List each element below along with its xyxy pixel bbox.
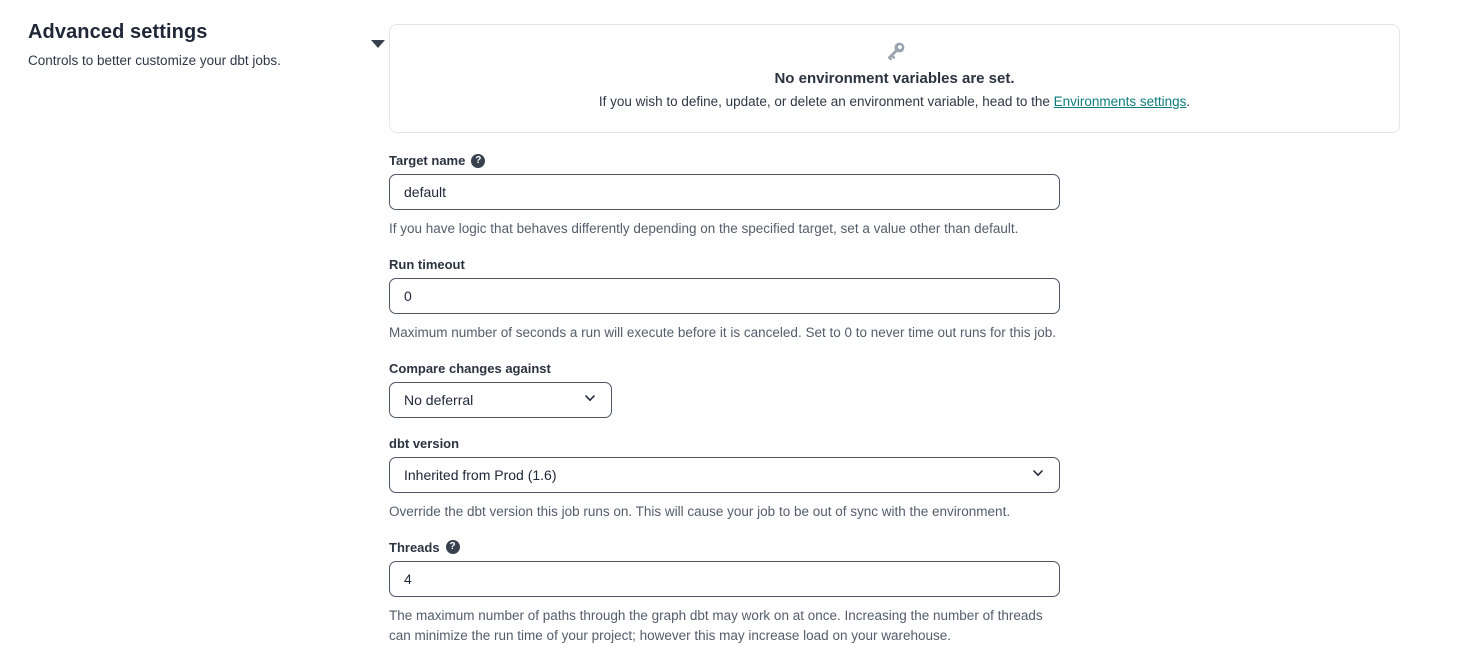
help-icon[interactable]: ?	[446, 540, 460, 554]
run-timeout-input[interactable]	[389, 278, 1060, 314]
field-threads	[389, 540, 1060, 646]
run-timeout-label	[389, 257, 1060, 272]
target-name-label	[389, 153, 1060, 168]
settings-form	[389, 0, 1400, 664]
environments-settings-link[interactable]: Environments settings	[1053, 94, 1187, 109]
dbt-version-select[interactable]	[389, 457, 1060, 493]
compare-changes-label-text: Compare changes against	[389, 360, 551, 376]
field-compare-changes	[389, 361, 1060, 418]
threads-input[interactable]	[389, 561, 1060, 597]
compare-changes-select[interactable]	[389, 382, 612, 418]
chevron-down-icon	[1031, 466, 1045, 483]
field-run-timeout	[389, 257, 1060, 343]
target-name-input[interactable]	[389, 174, 1060, 210]
dbt-version-selected-value: Inherited from Prod (1.6)	[404, 466, 557, 483]
threads-label-text: Threads	[389, 539, 440, 555]
page-subtitle: Controls to better customize your dbt jobs.	[28, 53, 281, 68]
env-card-body-prefix: If you wish to define, update, or delete an environment variable, head to the	[598, 94, 1054, 109]
chevron-down-icon	[583, 391, 597, 408]
collapse-caret-icon[interactable]	[371, 40, 385, 48]
env-card-body	[390, 94, 1399, 109]
help-icon[interactable]: ?	[471, 154, 485, 168]
section-header	[0, 0, 389, 664]
field-dbt-version	[389, 436, 1060, 522]
dbt-version-helper: Override the dbt version this job runs on. This will cause your job to be out of sync with the environment.	[389, 503, 1011, 519]
page-title: Advanced settings	[28, 21, 208, 43]
threads-helper: The maximum number of paths through the graph dbt may work on at once. Increasing the number of threads can minimize the run time of your project; however this may increase load on your warehouse.	[389, 607, 1043, 643]
key-icon	[390, 39, 1399, 65]
run-timeout-label-text: Run timeout	[389, 256, 465, 272]
dbt-version-label-text: dbt version	[389, 435, 460, 451]
env-card-title: No environment variables are set.	[774, 70, 1015, 87]
field-target-name	[389, 153, 1060, 239]
threads-label	[389, 540, 1060, 555]
env-card-body-suffix: .	[1186, 94, 1191, 109]
env-variables-empty-card	[389, 24, 1400, 133]
compare-changes-label	[389, 361, 1060, 376]
target-name-helper: If you have logic that behaves differently depending on the specified target, set a value other than default.	[389, 221, 1019, 236]
target-name-label-text: Target name	[389, 153, 466, 168]
compare-changes-selected-value: No deferral	[404, 391, 474, 408]
run-timeout-helper: Maximum number of seconds a run will execute before it is canceled. Set to 0 to never time out runs for this job.	[389, 324, 1057, 340]
dbt-version-label	[389, 436, 1060, 451]
